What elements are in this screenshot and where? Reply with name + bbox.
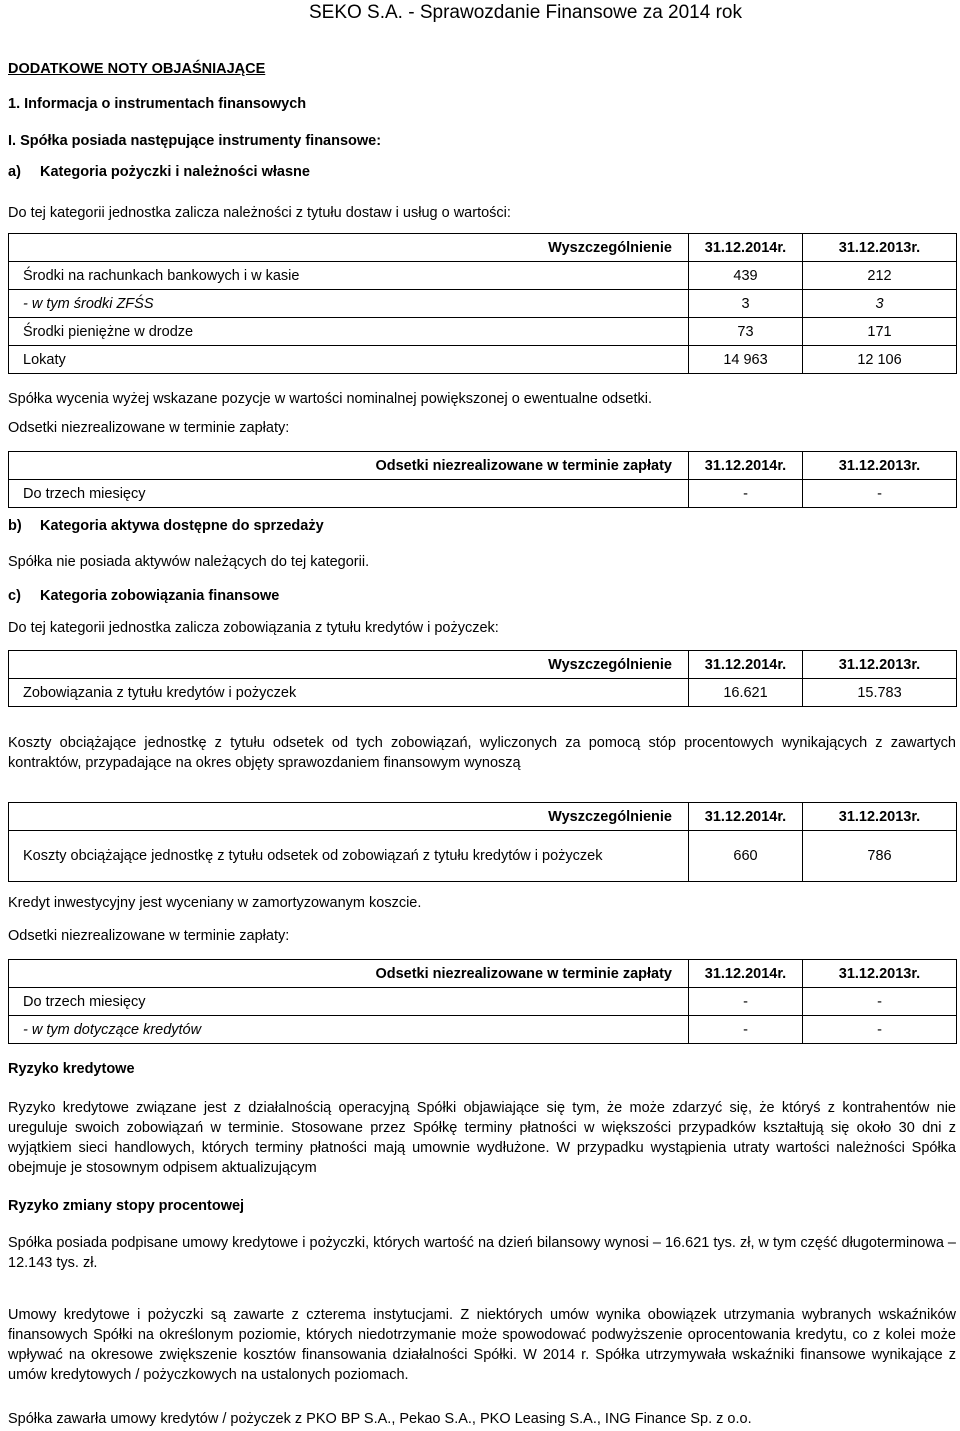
value-2013: - [803,1016,957,1044]
header-cell: Odsetki niezrealizowane w terminie zapłaty [9,960,689,988]
value-2013: 3 [803,290,957,318]
row-label: Koszty obciążające jednostkę z tytułu odsetek od zobowiązań z tytułu kredytów i pożyczek [9,831,689,882]
header-cell: 31.12.2013r. [803,452,957,480]
liabilities-table [8,650,957,707]
header-cell: 31.12.2013r. [803,651,957,679]
table-header-row [9,452,957,480]
row-label: Lokaty [9,346,689,374]
row-label: - w tym środki ZFŚS [9,290,689,318]
value-2013: - [803,988,957,1016]
header-cell: 31.12.2014r. [689,803,803,831]
value-2014: 16.621 [689,679,803,707]
interest-costs-text: Koszty obciążające jednostkę z tytułu odsetek od tych zobowiązań, wyliczonych za pomocą stóp procentowych wynikających z zawartych kontraktów, przypadające na okres objęty sprawozdaniem finansowym wynoszą [8,735,956,771]
value-2013: 212 [803,262,957,290]
category-c-text: Do tej kategorii jednostka zalicza zobowiązania z tytułu kredytów i pożyczek: [8,620,499,636]
interest-rate-risk-text-1: Spółka posiada podpisane umowy kredytowe i pożyczki, których wartość na dzień bilansowy wynosi – 16.621 tys. zł, w tym część długoterminowa – 12.143 tys. zł. [8,1235,956,1271]
header-cell: Wyszczególnienie [9,803,689,831]
table-row [9,831,957,882]
header-cell: Wyszczególnienie [9,651,689,679]
value-2014: - [689,480,803,508]
value-2013: 15.783 [803,679,957,707]
credit-valuation-text: Kredyt inwestycyjny jest wyceniany w zamortyzowanym koszcie. [8,895,422,911]
credit-risk-text: Ryzyko kredytowe związane jest z działalnością operacyjną Spółki objawiające się tym, że może zdarzyć się, że któryś z kontrahentów nie ureguluje swoich zobowiązań w terminie. Stosowane przez Spółkę terminy płatności w większości przypadków kształtują się około 30 dni z wyjątkiem sieci handlowych, których terminy płatności mają umownie wydłużone. W przypadku wystąpienia utraty wartości należności Spółka obejmuje je stosownym odpisem aktualizującym [8,1100,956,1176]
cash-table [8,233,957,374]
instruments-intro: I. Spółka posiada następujące instrumenty finansowe: [8,133,382,149]
header-cell: 31.12.2013r. [803,803,957,831]
table-header-row [9,803,957,831]
value-2014: - [689,988,803,1016]
section-1-title: 1. Informacja o instrumentach finansowych [8,96,307,112]
table-row [9,679,957,707]
table-row [9,346,957,374]
category-a-text: Do tej kategorii jednostka zalicza należności z tytułu dostaw i usług o wartości: [8,205,511,221]
value-2013: 171 [803,318,957,346]
header-cell: 31.12.2013r. [803,960,957,988]
interest-rate-risk-title: Ryzyko zmiany stopy procentowej [8,1198,245,1214]
category-b-heading [8,516,956,536]
credit-risk-title: Ryzyko kredytowe [8,1061,135,1077]
category-c-title: Kategoria zobowiązania finansowe [40,588,280,604]
notes-heading: DODATKOWE NOTY OBJAŚNIAJĄCE [8,61,266,77]
interest-label-1: Odsetki niezrealizowane w terminie zapłaty: [8,420,290,436]
value-2013: - [803,480,957,508]
header-cell: 31.12.2014r. [689,234,803,262]
value-2014: 439 [689,262,803,290]
table-row [9,318,957,346]
header-cell: 31.12.2013r. [803,234,957,262]
value-2013: 12 106 [803,346,957,374]
row-label: Środki na rachunkach bankowych i w kasie [9,262,689,290]
table-row [9,290,957,318]
table-row [9,1016,957,1044]
table-header-row [9,651,957,679]
category-c-heading [8,586,956,606]
interest-costs-table [8,802,957,882]
value-2014: 660 [689,831,803,882]
value-2014: 14 963 [689,346,803,374]
category-a-heading [8,162,956,182]
value-2014: 73 [689,318,803,346]
row-label: Do trzech miesięcy [9,480,689,508]
header-cell: Odsetki niezrealizowane w terminie zapłaty [9,452,689,480]
row-label: - w tym dotyczące kredytów [9,1016,689,1044]
row-label: Do trzech miesięcy [9,988,689,1016]
table-row [9,988,957,1016]
row-label: Środki pieniężne w drodze [9,318,689,346]
interest-rate-risk-text-2: Umowy kredytowe i pożyczki są zawarte z czterema instytucjami. Z niektórych umów wynika obowiązek utrzymania wybranych wskaźników finansowych Spółki na określonym poziomie, których niedotrzymanie może spowodować podwyższenie oprocentowania kredytu, co z kolei może wpływać na okresowe zwiększenie kosztów finansowania działalności Spółki. W 2014 r. Spółka utrzymywała wskaźniki finansowe wynikające z umów kredytowych / pożyczkowych na ustalonych poziomach. [8,1307,956,1383]
table-header-row [9,960,957,988]
value-2014: - [689,1016,803,1044]
header-cell: 31.12.2014r. [689,651,803,679]
table-header-row [9,234,957,262]
table-row [9,262,957,290]
category-c-label: c) [8,588,21,604]
valuation-text: Spółka wycenia wyżej wskazane pozycje w wartości nominalnej powiększonej o ewentualne odsetki. [8,391,652,407]
category-a-title: Kategoria pożyczki i należności własne [40,164,310,180]
row-label: Zobowiązania z tytułu kredytów i pożyczek [9,679,689,707]
category-b-label: b) [8,518,22,534]
table-row [9,480,957,508]
category-b-title: Kategoria aktywa dostępne do sprzedaży [40,518,324,534]
header-cell: Wyszczególnienie [9,234,689,262]
header-cell: 31.12.2014r. [689,452,803,480]
interest-label-2: Odsetki niezrealizowane w terminie zapłaty: [8,928,290,944]
value-2013: 786 [803,831,957,882]
category-a-label: a) [8,164,21,180]
document-header-title: SEKO S.A. - Sprawozdanie Finansowe za 2014 rok [308,2,742,23]
interest-table-2 [8,959,957,1044]
lenders-text: Spółka zawarła umowy kredytów / pożyczek z PKO BP S.A., Pekao S.A., PKO Leasing S.A., ING Finance Sp. z o.o. [8,1411,752,1427]
value-2014: 3 [689,290,803,318]
interest-table-1 [8,451,957,508]
category-b-text: Spółka nie posiada aktywów należących do tej kategorii. [8,554,370,570]
header-cell: 31.12.2014r. [689,960,803,988]
